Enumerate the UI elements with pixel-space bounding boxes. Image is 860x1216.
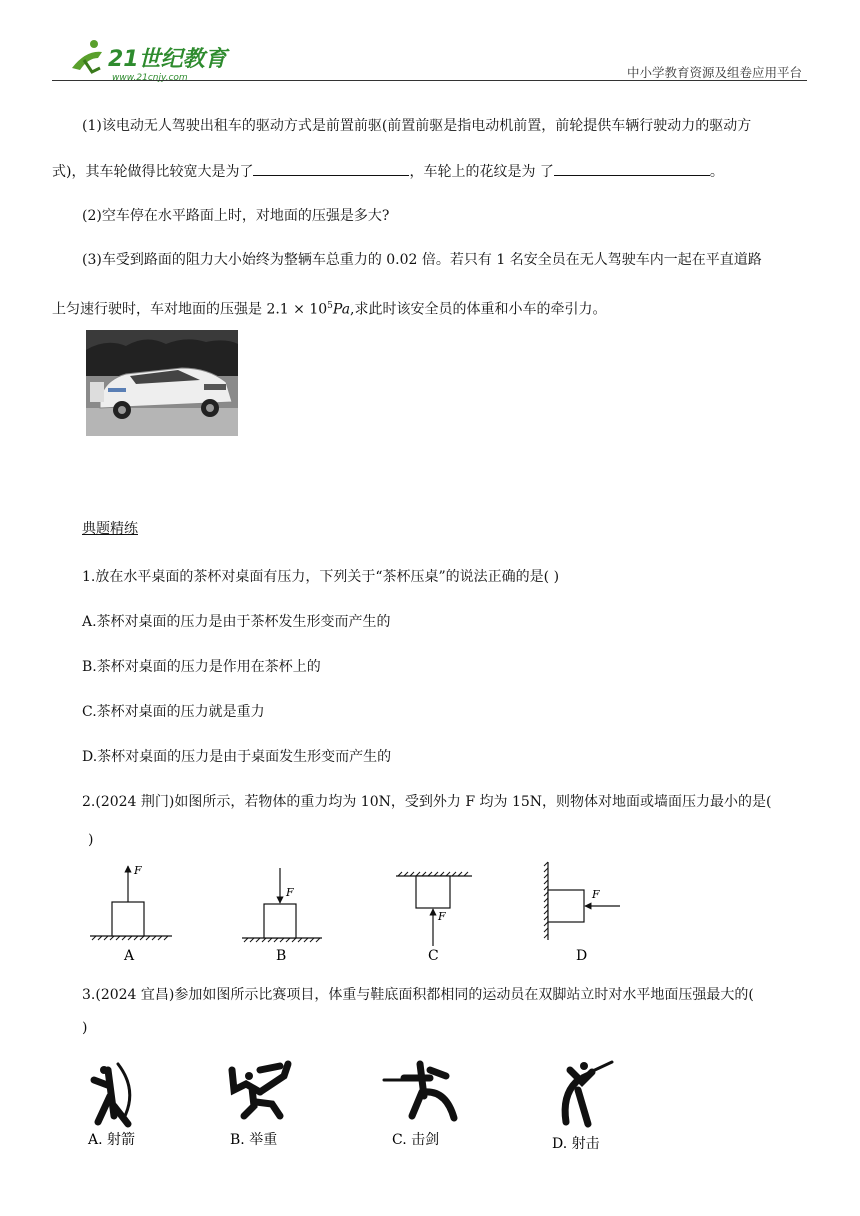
p1-option-d[interactable]: D.茶杯对桌面的压力是由于桌面发生形变而产生的 xyxy=(82,749,392,765)
p3-stem-line2: ) xyxy=(82,1020,88,1036)
fig-label-c: C xyxy=(428,948,439,964)
fig-b xyxy=(242,868,322,964)
p3-figure xyxy=(84,1056,624,1156)
p3-stem-line1: 3.(2024 宜昌)参加如图所示比赛项目，体重与鞋底面积都相同的运动员在双脚站立时对水平地面压强最大的( xyxy=(82,987,754,1003)
pictogram-fencing xyxy=(384,1064,454,1118)
blank-2[interactable] xyxy=(554,161,710,176)
header-rule xyxy=(52,80,807,81)
p2-stem-line2: ) xyxy=(88,832,94,848)
fig3-label-b: B. 举重 xyxy=(230,1132,278,1148)
fig-label-a: A xyxy=(124,948,135,964)
q1-line1: (1)该电动无人驾驶出租车的驱动方式是前置前驱(前置前驱是指电动机前置，前轮提供车辆行驶动力的驱动方 xyxy=(82,118,752,134)
p1-stem: 1.放在水平桌面的茶杯对桌面有压力，下列关于“茶杯压桌”的说法正确的是( ) xyxy=(82,569,560,585)
p1-option-b[interactable]: B.茶杯对桌面的压力是作用在茶杯上的 xyxy=(82,659,321,675)
fig-label-b: B xyxy=(276,948,287,964)
section-title: 典题精练 xyxy=(82,521,138,537)
p1-option-a[interactable]: A.茶杯对桌面的压力是由于茶杯发生形变而产生的 xyxy=(82,614,391,630)
blank-1[interactable] xyxy=(253,161,409,176)
q2-text: (2)空车停在水平路面上时，对地面的压强是多大? xyxy=(82,208,390,224)
site-logo xyxy=(62,38,232,82)
fig3-label-d: D. 射击 xyxy=(552,1136,600,1152)
q3-line2: 上匀速行驶时，车对地面的压强是 $2.1 \times 10^5Pa$,求此时该安全员的体重和小车的牵引力。 xyxy=(52,301,607,318)
p2-figure xyxy=(86,856,626,968)
fig-c xyxy=(396,872,472,964)
pictogram-archery xyxy=(94,1064,130,1124)
fig-label-d: D xyxy=(576,948,588,964)
svg-text:F: F xyxy=(134,864,142,877)
svg-text:F: F xyxy=(438,910,446,923)
fig3-label-a: A. 射箭 xyxy=(88,1132,136,1148)
q1-line2: 式)，其车轮做得比较宽大是为了 ，车轮上的花纹是为 了 。 xyxy=(52,154,807,190)
fig-d xyxy=(544,862,620,964)
fig3-label-c: C. 击剑 xyxy=(392,1132,440,1148)
p1-option-c[interactable]: C.茶杯对桌面的压力就是重力 xyxy=(82,704,265,720)
pictogram-shooting xyxy=(565,1062,612,1124)
logo-url: www.21cnjy.com xyxy=(112,73,188,82)
q3-line1: (3)车受到路面的阻力大小始终为整辆车总重力的 0.02 倍。若只有 1 名安全员在无人驾驶车内一起在平直道路 xyxy=(82,252,762,268)
p2-stem-line1: 2.(2024 荆门)如图所示，若物体的重力均为 10N，受到外力 F 均为 15N，则物体对地面或墙面压力最小的是( xyxy=(82,794,772,810)
svg-text:F: F xyxy=(592,888,600,901)
pictogram-weightlifting xyxy=(232,1064,288,1116)
taxi-photo xyxy=(86,330,238,436)
platform-name: 中小学教育资源及组卷应用平台 xyxy=(626,65,802,80)
fig-a xyxy=(90,864,172,964)
logo-text: 21世纪教育 xyxy=(108,47,227,72)
svg-text:F: F xyxy=(286,886,294,899)
